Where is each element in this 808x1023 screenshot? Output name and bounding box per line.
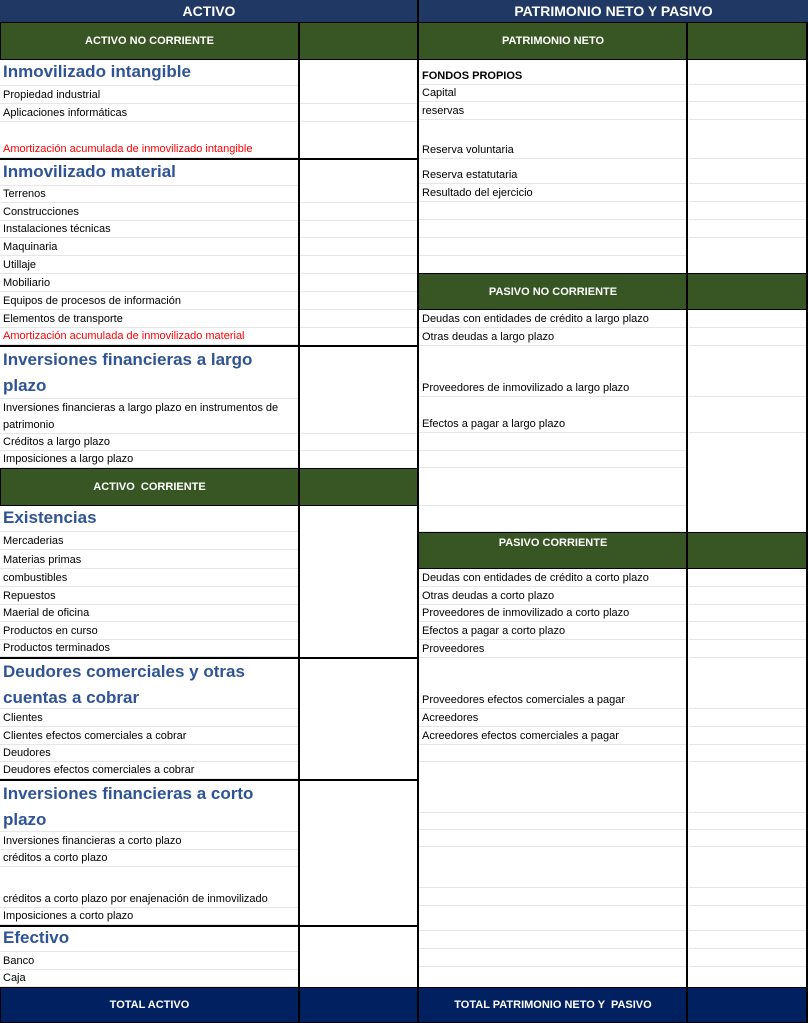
total-activo-value-cell — [298, 987, 419, 1023]
section-inmovilizado-material: Inmovilizado material — [0, 160, 298, 186]
account-row: Aplicaciones informáticas — [0, 104, 298, 122]
account-row: Maquinaria — [0, 238, 298, 256]
account-row: Imposiciones a largo plazo — [0, 451, 298, 468]
account-row: Deudores — [0, 745, 298, 762]
activo-no-corriente-header — [0, 22, 299, 60]
account-row: Resultado del ejercicio — [419, 184, 687, 202]
pasivo-corriente-header — [418, 532, 688, 569]
account-row: Inversiones financieras a corto plazo — [0, 832, 298, 850]
account-row: Equipos de procesos de información — [0, 292, 298, 310]
account-row: Efectos a pagar a largo plazo — [419, 397, 687, 433]
activo-no-corriente-label: ACTIVO NO CORRIENTE — [85, 35, 214, 47]
section-inversiones-corto-plazo: Inversiones financieras a corto plazo — [0, 781, 298, 832]
account-row: Proveedores de inmovilizado a corto plazo — [419, 605, 687, 622]
account-row: combustibles — [0, 569, 298, 587]
account-row: Otras deudas a corto plazo — [419, 587, 687, 605]
account-row: Créditos a largo plazo — [0, 434, 298, 451]
account-row: Amortización acumulada de inmovilizado intangible — [0, 122, 298, 158]
account-row: Acreedores — [419, 709, 687, 727]
section-inversiones-largo-plazo: Inversiones financieras a largo plazo — [0, 347, 298, 399]
activo-no-corriente-value-header — [298, 22, 419, 60]
account-row: Imposiciones a corto plazo — [0, 908, 298, 925]
pasivo-no-corriente-value-header — [687, 273, 808, 310]
fondos-propios-heading: FONDOS PROPIOS — [419, 60, 687, 85]
activo-corriente-header — [0, 468, 299, 506]
account-row: Proveedores efectos comerciales a pagar — [419, 658, 687, 709]
account-row: Productos en curso — [0, 622, 298, 640]
pasivo-no-corriente-label: PASIVO NO CORRIENTE — [488, 285, 618, 298]
account-row: Instalaciones técnicas — [0, 221, 298, 238]
account-row: Clientes — [0, 709, 298, 727]
account-row: Mercaderias — [0, 532, 298, 550]
account-row: reservas — [419, 102, 687, 120]
account-row: Capital — [419, 85, 687, 102]
section-efectivo: Efectivo — [0, 927, 298, 952]
account-row: Construcciones — [0, 203, 298, 221]
account-row: Inversiones financieras a largo plazo en instrumentos de patrimonio — [0, 399, 298, 434]
account-row: Amortización acumulada de inmovilizado material — [0, 328, 298, 345]
account-row: Deudas con entidades de crédito a largo plazo — [419, 310, 687, 328]
patrimonio-pasivo-header-label: PATRIMONIO NETO Y PASIVO — [514, 3, 713, 19]
pasivo-corriente-value-header — [687, 532, 808, 569]
account-row: Materias primas — [0, 550, 298, 569]
account-row: Terrenos — [0, 186, 298, 203]
account-row: Repuestos — [0, 587, 298, 605]
account-row: Banco — [0, 952, 298, 970]
activo-header-label: ACTIVO — [182, 3, 236, 19]
total-patrimonio-pasivo-label-cell — [418, 987, 688, 1023]
pasivo-no-corriente-header — [418, 273, 688, 310]
account-row: Propiedad industrial — [0, 86, 298, 104]
patrimonio-neto-value-header — [687, 22, 808, 60]
account-row: Proveedores de inmovilizado a largo plazo — [419, 346, 687, 397]
account-row: Clientes efectos comerciales a cobrar — [0, 727, 298, 745]
account-row: Efectos a pagar a corto plazo — [419, 622, 687, 640]
account-row: Deudores efectos comerciales a cobrar — [0, 762, 298, 779]
account-row: Deudas con entidades de crédito a corto plazo — [419, 569, 687, 587]
patrimonio-neto-label: PATRIMONIO NETO — [501, 35, 605, 47]
account-row: Proveedores — [419, 640, 687, 658]
account-row: Reserva estatutaria — [419, 159, 687, 184]
account-row: Productos terminados — [0, 640, 298, 657]
account-row: Otras deudas a largo plazo — [419, 328, 687, 346]
total-patrimonio-pasivo-value-cell — [687, 987, 808, 1023]
section-inmovilizado-intangible: Inmovilizado intangible — [0, 60, 298, 86]
total-patrimonio-pasivo-label: TOTAL PATRIMONIO NETO Y PASIVO — [454, 999, 652, 1011]
account-row: Utillaje — [0, 256, 298, 274]
activo-corriente-value-header — [298, 468, 419, 506]
pasivo-corriente-label: PASIVO CORRIENTE — [498, 537, 608, 549]
patrimonio-neto-header — [418, 22, 688, 60]
account-row: Maerial de oficina — [0, 605, 298, 622]
account-row: Mobiliario — [0, 274, 298, 292]
total-activo-label: TOTAL ACTIVO — [109, 999, 190, 1011]
activo-corriente-label: ACTIVO CORRIENTE — [93, 481, 206, 493]
activo-header — [0, 0, 418, 22]
total-activo-label-cell — [0, 987, 299, 1023]
patrimonio-pasivo-header — [419, 0, 808, 22]
account-row: Elementos de transporte — [0, 310, 298, 328]
section-deudores-comerciales: Deudores comerciales y otras cuentas a cobrar — [0, 659, 298, 709]
account-row: créditos a corto plazo por enajenación de inmovilizado — [0, 867, 298, 908]
account-row: Caja — [0, 970, 298, 987]
account-row: Acreedores efectos comerciales a pagar — [419, 727, 687, 745]
account-row: Reserva voluntaria — [419, 120, 687, 159]
account-row: créditos a corto plazo — [0, 850, 298, 867]
section-existencias: Existencias — [0, 506, 298, 532]
